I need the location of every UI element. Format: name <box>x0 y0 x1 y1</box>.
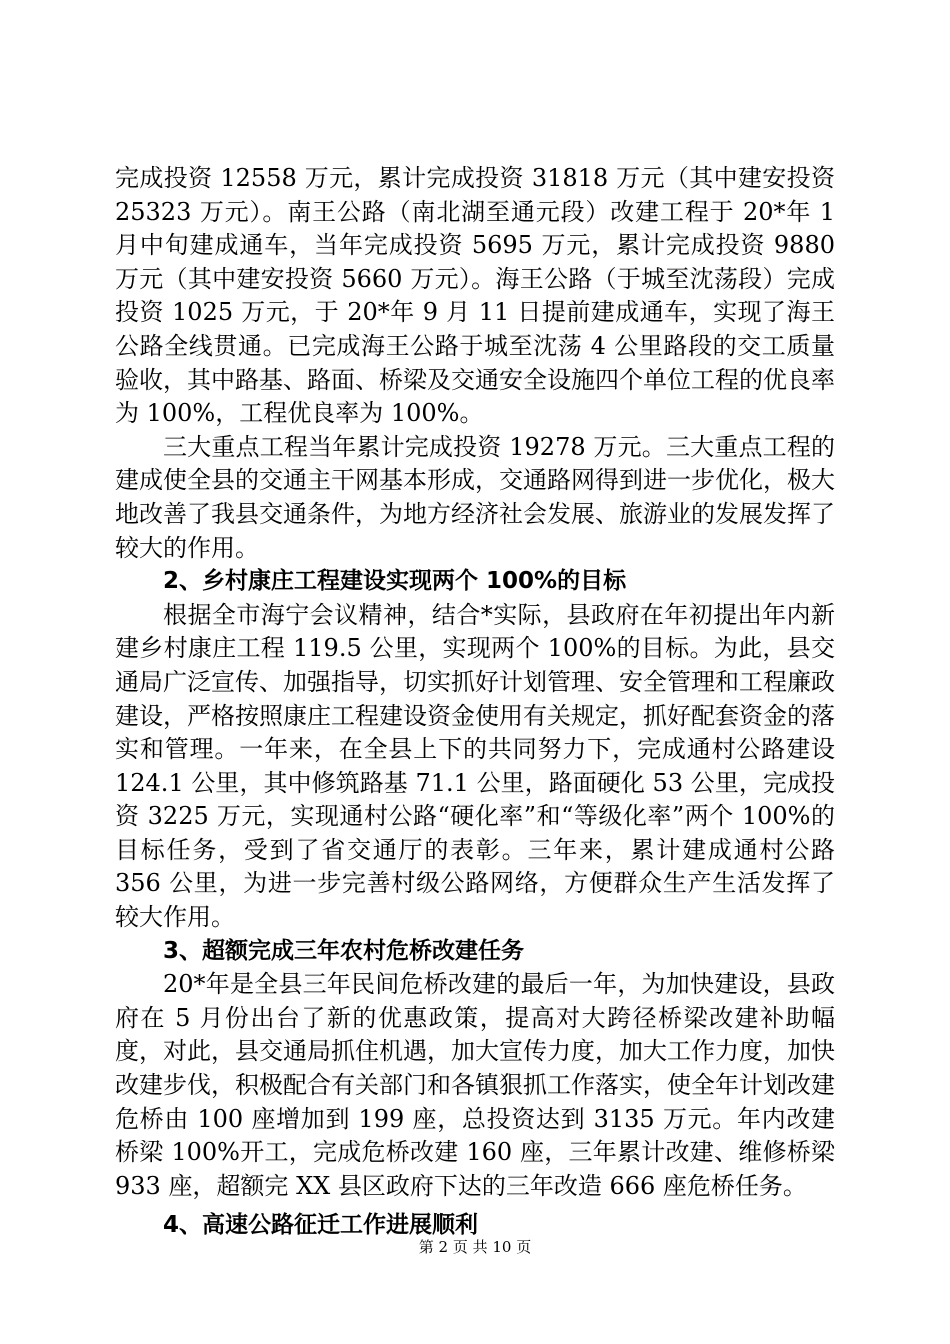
section-heading-rural-roads: 2、乡村康庄工程建设实现两个 100%的目标 <box>163 568 627 595</box>
paragraph-key-projects-total: 三大重点工程当年累计完成投资 19278 万元。三大重点工程的建成使全县的交通主干网基本形成，交通路网得到进一步优化，极大地改善了我县交通条件，为地方经济社会发展、旅游业的发展发挥了较大的作用。 <box>115 432 835 562</box>
paragraph-investment-summary: 完成投资 12558 万元，累计完成投资 31818 万元（其中建安投资 25323 万元）。南王公路（南北湖至通元段）改建工程于 20*年 1 月中旬建成通车，当年完成投资 5695 万元，累计完成投资 9880 万元（其中建安投资 5660 万元）。海王公路（于城至沈荡段）完成投资 1025 万元，于 20*年 9 月 11 日提前建成通车，实现了海王公路全线贯通。已完成海王公路于城至沈荡 4 公里路段的交工质量验收，其中路基、路面、桥梁及交通安全设施四个单位工程的优良率为 100%，工程优良率为 100%。 <box>115 164 835 428</box>
paragraph-bridges: 20*年是全县三年民间危桥改建的最后一年，为加快建设，县政府在 5 月份出台了新的优惠政策，提高对大跨径桥梁改建补助幅度，对此，县交通局抓住机遇，加大宣传力度，加大工作力度，加快改建步伐，积极配合有关部门和各镇狠抓工作落实，使全年计划改建危桥由 100 座增加到 199 座，总投资达到 3135 万元。年内改建桥梁 100%开工，完成危桥改建 160 座，三年累计改建、维修桥梁 933 座，超额完 XX 县区政府下达的三年改造 666 座危桥任务。 <box>115 970 835 1200</box>
page-footer: 第 2 页 共 10 页 <box>418 1238 532 1256</box>
section-heading-expressway: 4、高速公路征迁工作进展顺利 <box>163 1212 479 1239</box>
section-heading-bridges: 3、超额完成三年农村危桥改建任务 <box>163 937 525 964</box>
paragraph-rural-roads: 根据全市海宁会议精神，结合*实际，县政府在年初提出年内新建乡村康庄工程 119.5 公里，实现两个 100%的目标。为此，县交通局广泛宣传、加强指导，切实抓好计划管理、安全管理和工程廉政建设，严格按照康庄工程建设资金使用有关规定，抓好配套资金的落实和管理。一年来，在全县上下的共同努力下，完成通村公路建设 124.1 公里，其中修筑路基 71.1 公里，路面硬化 53 公里，完成投资 3225 万元，实现通村公路“硬化率”和“等级化率”两个 100%的目标任务，受到了省交通厅的表彰。三年来，累计建成通村公路 356 公里，为进一步完善村级公路网络，方便群众生产生活发挥了较大作用。 <box>115 600 835 932</box>
document-body <box>115 162 835 1243</box>
